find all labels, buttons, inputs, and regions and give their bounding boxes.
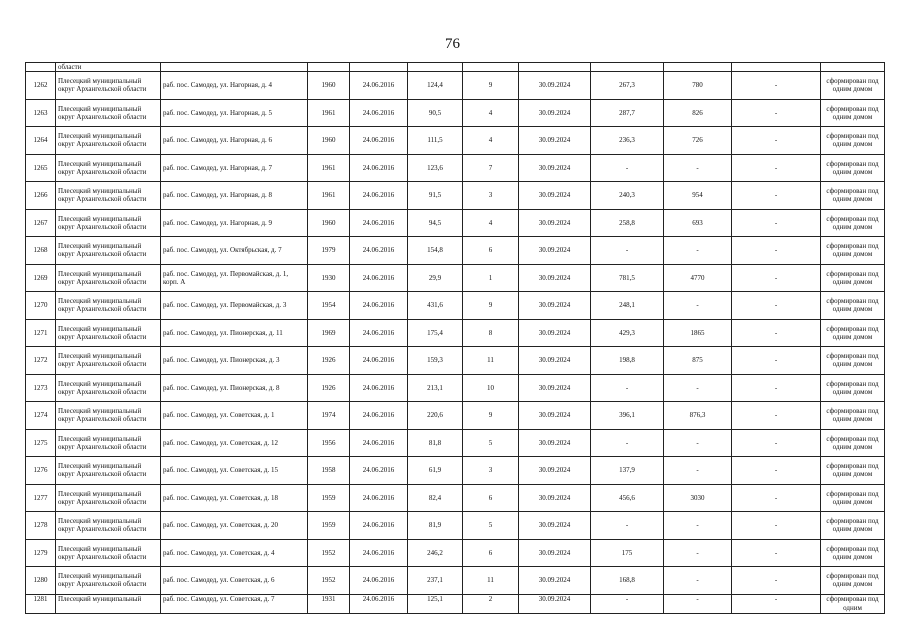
table-row (26, 154, 885, 182)
status-cell: сформирован под одним домом (821, 539, 885, 567)
value1-cell: 258,8 (591, 209, 664, 237)
status-cell: сформирован под одним домом (821, 347, 885, 375)
year-cell: 1926 (308, 374, 350, 402)
year-cell: 1959 (308, 484, 350, 512)
table-row (26, 484, 885, 512)
row-number: 1272 (26, 347, 56, 375)
value2-cell: 3030 (664, 484, 732, 512)
value1-cell: - (591, 374, 664, 402)
row-number: 1270 (26, 292, 56, 320)
row-number: 1262 (26, 72, 56, 100)
row-number: 1265 (26, 154, 56, 182)
deadline-cell: 30.09.2024 (519, 567, 591, 595)
value3-cell: - (732, 539, 821, 567)
value3-cell: - (732, 237, 821, 265)
value3-cell: - (732, 154, 821, 182)
value2-cell: - (664, 429, 732, 457)
date-cell: 24.06.2016 (350, 402, 408, 430)
date-cell: 24.06.2016 (350, 292, 408, 320)
value3-cell: - (732, 264, 821, 292)
deadline-cell: 30.09.2024 (519, 429, 591, 457)
address-cell: раб. пос. Самодед, ул. Пионерская, д. 3 (161, 347, 308, 375)
year-cell: 1958 (308, 457, 350, 485)
row-number: 1281 (26, 594, 56, 613)
date-cell: 24.06.2016 (350, 347, 408, 375)
address-cell: раб. пос. Самодед, ул. Нагорная, д. 4 (161, 72, 308, 100)
date-cell: 24.06.2016 (350, 512, 408, 540)
year-cell: 1959 (308, 512, 350, 540)
count-cell: 6 (463, 237, 519, 265)
deadline-cell: 30.09.2024 (519, 127, 591, 155)
row-number: 1263 (26, 99, 56, 127)
year-cell: 1960 (308, 72, 350, 100)
status-cell: сформирован под одним (821, 594, 885, 613)
district-cell: Плесецкий муниципальный округ Архангельской области (56, 457, 161, 485)
count-cell: 1 (463, 264, 519, 292)
value2-cell: 826 (664, 99, 732, 127)
district-cell: Плесецкий муниципальный округ Архангельской области (56, 182, 161, 210)
count-cell: 10 (463, 374, 519, 402)
count-cell: 5 (463, 429, 519, 457)
value2-cell: 780 (664, 72, 732, 100)
district-cell: Плесецкий муниципальный округ Архангельской области (56, 99, 161, 127)
district-cell: Плесецкий муниципальный (56, 594, 161, 613)
value1-cell: - (591, 512, 664, 540)
address-cell: раб. пос. Самодед, ул. Советская, д. 18 (161, 484, 308, 512)
count-cell: 11 (463, 567, 519, 595)
address-cell: раб. пос. Самодед, ул. Советская, д. 20 (161, 512, 308, 540)
district-cell: Плесецкий муниципальный округ Архангельской области (56, 292, 161, 320)
date-cell: 24.06.2016 (350, 539, 408, 567)
district-cell: Плесецкий муниципальный округ Архангельской области (56, 539, 161, 567)
deadline-cell: 30.09.2024 (519, 237, 591, 265)
value1-cell: 198,8 (591, 347, 664, 375)
row-number: 1268 (26, 237, 56, 265)
address-cell: раб. пос. Самодед, ул. Советская, д. 6 (161, 567, 308, 595)
value1-cell: 240,3 (591, 182, 664, 210)
register-table (25, 62, 885, 614)
year-cell: 1930 (308, 264, 350, 292)
status-cell: сформирован под одним домом (821, 402, 885, 430)
address-cell: раб. пос. Самодед, ул. Нагорная, д. 8 (161, 182, 308, 210)
address-cell: раб. пос. Самодед, ул. Нагорная, д. 9 (161, 209, 308, 237)
table-row (26, 512, 885, 540)
value3-cell: - (732, 347, 821, 375)
value2-cell: 876,3 (664, 402, 732, 430)
table-row (26, 539, 885, 567)
address-cell: раб. пос. Самодед, ул. Первомайская, д. 3 (161, 292, 308, 320)
table-row (26, 237, 885, 265)
address-cell: раб. пос. Самодед, ул. Октябрьская, д. 7 (161, 237, 308, 265)
row-number: 1280 (26, 567, 56, 595)
count-cell: 2 (463, 594, 519, 613)
value1-cell: 175 (591, 539, 664, 567)
value2-cell: 875 (664, 347, 732, 375)
deadline-cell: 30.09.2024 (519, 72, 591, 100)
value3-cell: - (732, 512, 821, 540)
address-cell: раб. пос. Самодед, ул. Нагорная, д. 7 (161, 154, 308, 182)
value2-cell: - (664, 237, 732, 265)
district-cell: Плесецкий муниципальный округ Архангельской области (56, 209, 161, 237)
area-cell: 81,9 (408, 512, 463, 540)
row-number: 1267 (26, 209, 56, 237)
address-cell: раб. пос. Самодед, ул. Нагорная, д. 5 (161, 99, 308, 127)
area-cell: 431,6 (408, 292, 463, 320)
value2-cell: 1865 (664, 319, 732, 347)
area-cell: 81,8 (408, 429, 463, 457)
district-cell: Плесецкий муниципальный округ Архангельской области (56, 154, 161, 182)
date-cell: 24.06.2016 (350, 237, 408, 265)
count-cell: 4 (463, 127, 519, 155)
value1-cell: 236,3 (591, 127, 664, 155)
year-cell: 1952 (308, 567, 350, 595)
year-cell: 1956 (308, 429, 350, 457)
value3-cell: - (732, 99, 821, 127)
value3-cell: - (732, 182, 821, 210)
date-cell: 24.06.2016 (350, 264, 408, 292)
deadline-cell: 30.09.2024 (519, 182, 591, 210)
district-cell: Плесецкий муниципальный округ Архангельской области (56, 127, 161, 155)
area-cell: 220,6 (408, 402, 463, 430)
date-cell: 24.06.2016 (350, 567, 408, 595)
year-cell: 1961 (308, 182, 350, 210)
district-cell: Плесецкий муниципальный округ Архангельской области (56, 347, 161, 375)
value1-cell: 456,6 (591, 484, 664, 512)
deadline-cell: 30.09.2024 (519, 264, 591, 292)
value3-cell: - (732, 292, 821, 320)
row-number: 1277 (26, 484, 56, 512)
row-number: 1279 (26, 539, 56, 567)
value3-cell: - (732, 319, 821, 347)
value1-cell: 137,9 (591, 457, 664, 485)
status-cell: сформирован под одним домом (821, 512, 885, 540)
address-cell: раб. пос. Самодед, ул. Пионерская, д. 8 (161, 374, 308, 402)
value2-cell: - (664, 539, 732, 567)
area-cell: 111,5 (408, 127, 463, 155)
row-number: 1276 (26, 457, 56, 485)
year-cell: 1961 (308, 99, 350, 127)
status-cell: сформирован под одним домом (821, 209, 885, 237)
value1-cell: 267,3 (591, 72, 664, 100)
area-cell: 175,4 (408, 319, 463, 347)
table-row (26, 457, 885, 485)
area-cell: 123,6 (408, 154, 463, 182)
table-row (26, 567, 885, 595)
address-cell: раб. пос. Самодед, ул. Советская, д. 12 (161, 429, 308, 457)
year-cell: 1974 (308, 402, 350, 430)
year-cell: 1969 (308, 319, 350, 347)
table-row (26, 429, 885, 457)
table-row (26, 292, 885, 320)
value3-cell: - (732, 402, 821, 430)
deadline-cell: 30.09.2024 (519, 347, 591, 375)
area-cell: 237,1 (408, 567, 463, 595)
district-cell: Плесецкий муниципальный округ Архангельской области (56, 484, 161, 512)
row-number: 1264 (26, 127, 56, 155)
value1-cell: 781,5 (591, 264, 664, 292)
district-cell: Плесецкий муниципальный округ Архангельской области (56, 264, 161, 292)
year-cell: 1960 (308, 127, 350, 155)
year-cell: 1979 (308, 237, 350, 265)
value3-cell: - (732, 209, 821, 237)
value3-cell: - (732, 457, 821, 485)
year-cell: 1931 (308, 594, 350, 613)
area-cell: 82,4 (408, 484, 463, 512)
row-number: 1271 (26, 319, 56, 347)
row-number: 1273 (26, 374, 56, 402)
value2-cell: - (664, 292, 732, 320)
status-cell: сформирован под одним домом (821, 567, 885, 595)
deadline-cell: 30.09.2024 (519, 594, 591, 613)
deadline-cell: 30.09.2024 (519, 99, 591, 127)
date-cell: 24.06.2016 (350, 457, 408, 485)
deadline-cell: 30.09.2024 (519, 484, 591, 512)
row-number: 1275 (26, 429, 56, 457)
table-row (26, 182, 885, 210)
deadline-cell: 30.09.2024 (519, 402, 591, 430)
register-table-wrapper (25, 62, 885, 612)
status-cell: сформирован под одним домом (821, 264, 885, 292)
address-cell: раб. пос. Самодед, ул. Советская, д. 15 (161, 457, 308, 485)
row-number: 1274 (26, 402, 56, 430)
table-row (26, 402, 885, 430)
table-row (26, 264, 885, 292)
value1-cell: 429,3 (591, 319, 664, 347)
area-cell: 61,9 (408, 457, 463, 485)
count-cell: 6 (463, 484, 519, 512)
address-cell: раб. пос. Самодед, ул. Нагорная, д. 6 (161, 127, 308, 155)
date-cell: 24.06.2016 (350, 484, 408, 512)
table-row (26, 319, 885, 347)
date-cell: 24.06.2016 (350, 182, 408, 210)
year-cell: 1926 (308, 347, 350, 375)
deadline-cell: 30.09.2024 (519, 209, 591, 237)
status-cell: сформирован под одним домом (821, 457, 885, 485)
deadline-cell: 30.09.2024 (519, 512, 591, 540)
value2-cell: - (664, 567, 732, 595)
count-cell: 6 (463, 539, 519, 567)
area-cell: 246,2 (408, 539, 463, 567)
district-cell: Плесецкий муниципальный округ Архангельской области (56, 429, 161, 457)
count-cell: 9 (463, 402, 519, 430)
status-cell: сформирован под одним домом (821, 484, 885, 512)
status-cell: сформирован под одним домом (821, 99, 885, 127)
area-cell: 91,5 (408, 182, 463, 210)
date-cell: 24.06.2016 (350, 374, 408, 402)
value1-cell: - (591, 237, 664, 265)
area-cell: 94,5 (408, 209, 463, 237)
count-cell: 9 (463, 72, 519, 100)
district-cell: Плесецкий муниципальный округ Архангельской области (56, 402, 161, 430)
district-cell: Плесецкий муниципальный округ Архангельской области (56, 237, 161, 265)
value1-cell: - (591, 429, 664, 457)
deadline-cell: 30.09.2024 (519, 374, 591, 402)
date-cell: 24.06.2016 (350, 429, 408, 457)
deadline-cell: 30.09.2024 (519, 319, 591, 347)
deadline-cell: 30.09.2024 (519, 292, 591, 320)
value1-cell: 248,1 (591, 292, 664, 320)
value3-cell: - (732, 127, 821, 155)
status-cell: сформирован под одним домом (821, 154, 885, 182)
value3-cell: - (732, 484, 821, 512)
table-row (26, 99, 885, 127)
table-row (26, 127, 885, 155)
address-cell: раб. пос. Самодед, ул. Пионерская, д. 11 (161, 319, 308, 347)
count-cell: 3 (463, 457, 519, 485)
value2-cell: - (664, 512, 732, 540)
year-cell: 1960 (308, 209, 350, 237)
area-cell: 125,1 (408, 594, 463, 613)
table-row (26, 347, 885, 375)
date-cell: 24.06.2016 (350, 209, 408, 237)
table-row (26, 374, 885, 402)
count-cell: 9 (463, 292, 519, 320)
value3-cell: - (732, 72, 821, 100)
row-number: 1269 (26, 264, 56, 292)
status-cell: сформирован под одним домом (821, 292, 885, 320)
address-cell: раб. пос. Самодед, ул. Советская, д. 1 (161, 402, 308, 430)
value3-cell: - (732, 429, 821, 457)
status-cell: сформирован под одним домом (821, 374, 885, 402)
deadline-cell: 30.09.2024 (519, 154, 591, 182)
value2-cell: - (664, 154, 732, 182)
status-cell: сформирован под одним домом (821, 127, 885, 155)
count-cell: 7 (463, 154, 519, 182)
district-cell: Плесецкий муниципальный округ Архангельской области (56, 319, 161, 347)
area-cell: 154,8 (408, 237, 463, 265)
count-cell: 3 (463, 182, 519, 210)
date-cell: 24.06.2016 (350, 594, 408, 613)
area-cell: 159,3 (408, 347, 463, 375)
value2-cell: 693 (664, 209, 732, 237)
district-cell: Плесецкий муниципальный округ Архангельской области (56, 374, 161, 402)
table-row-fragment (26, 63, 885, 72)
area-cell: 213,1 (408, 374, 463, 402)
row-number: 1278 (26, 512, 56, 540)
value2-cell: 4770 (664, 264, 732, 292)
value3-cell: - (732, 374, 821, 402)
address-cell: раб. пос. Самодед, ул. Первомайская, д. 1, корп. А (161, 264, 308, 292)
area-cell: 90,5 (408, 99, 463, 127)
value3-cell: - (732, 567, 821, 595)
count-cell: 8 (463, 319, 519, 347)
year-cell: 1961 (308, 154, 350, 182)
status-cell: сформирован под одним домом (821, 72, 885, 100)
status-cell: сформирован под одним домом (821, 182, 885, 210)
area-cell: 29,9 (408, 264, 463, 292)
value2-cell: - (664, 594, 732, 613)
count-cell: 4 (463, 209, 519, 237)
address-cell: раб. пос. Самодед, ул. Советская, д. 4 (161, 539, 308, 567)
value2-cell: - (664, 457, 732, 485)
district-cell: Плесецкий муниципальный округ Архангельской области (56, 512, 161, 540)
district-fragment: области (56, 63, 161, 72)
area-cell: 124,4 (408, 72, 463, 100)
date-cell: 24.06.2016 (350, 127, 408, 155)
table-row (26, 72, 885, 100)
value3-cell: - (732, 594, 821, 613)
table-row (26, 209, 885, 237)
count-cell: 11 (463, 347, 519, 375)
district-cell: Плесецкий муниципальный округ Архангельской области (56, 72, 161, 100)
table-row (26, 594, 885, 613)
count-cell: 4 (463, 99, 519, 127)
value2-cell: 954 (664, 182, 732, 210)
date-cell: 24.06.2016 (350, 154, 408, 182)
address-cell: раб. пос. Самодед, ул. Советская, д. 7 (161, 594, 308, 613)
value2-cell: - (664, 374, 732, 402)
year-cell: 1952 (308, 539, 350, 567)
value1-cell: 287,7 (591, 99, 664, 127)
status-cell: сформирован под одним домом (821, 319, 885, 347)
date-cell: 24.06.2016 (350, 319, 408, 347)
value1-cell: 396,1 (591, 402, 664, 430)
value1-cell: - (591, 154, 664, 182)
deadline-cell: 30.09.2024 (519, 539, 591, 567)
district-cell: Плесецкий муниципальный округ Архангельской области (56, 567, 161, 595)
status-cell: сформирован под одним домом (821, 237, 885, 265)
count-cell: 5 (463, 512, 519, 540)
value1-cell: 168,8 (591, 567, 664, 595)
status-cell: сформирован под одним домом (821, 429, 885, 457)
value2-cell: 726 (664, 127, 732, 155)
value1-cell: - (591, 594, 664, 613)
date-cell: 24.06.2016 (350, 99, 408, 127)
year-cell: 1954 (308, 292, 350, 320)
deadline-cell: 30.09.2024 (519, 457, 591, 485)
date-cell: 24.06.2016 (350, 72, 408, 100)
row-number: 1266 (26, 182, 56, 210)
page-number: 76 (445, 36, 460, 52)
